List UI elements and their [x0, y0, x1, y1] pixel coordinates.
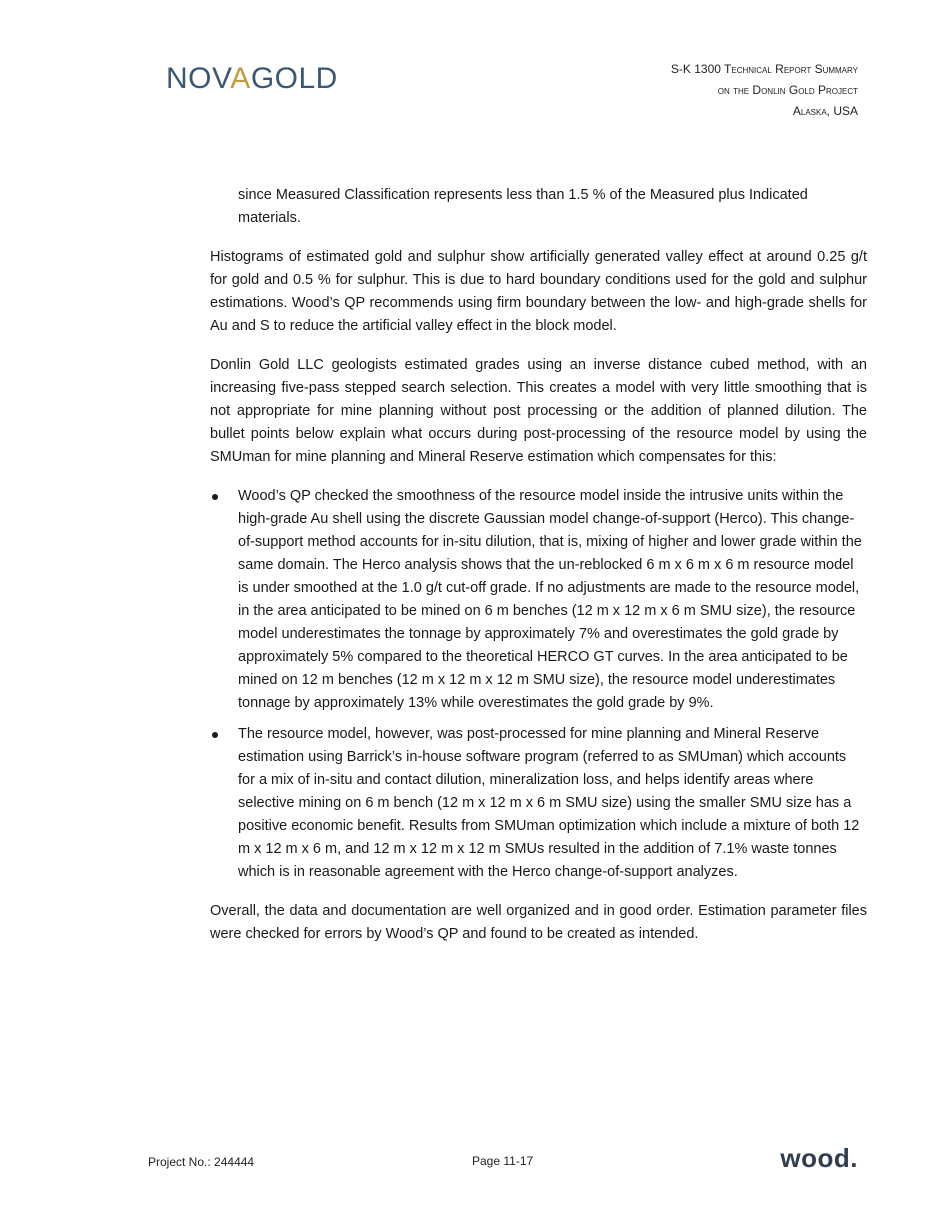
closing-paragraph: Overall, the data and documentation are well organized and in good order. Estimation parameter files were checked for errors by Wood’s QP and found to be created as intended.	[210, 903, 867, 942]
header-line-1: S-K 1300 Technical Report Summary	[670, 62, 858, 76]
bullet-icon	[212, 732, 218, 738]
bullet-icon	[212, 494, 218, 500]
continued-text: since Measured Classification represents less than 1.5 % of the Measured plus Indicated materials.	[238, 187, 808, 226]
paragraph: Donlin Gold LLC geologists estimated grades using an inverse distance cubed method, with an increasing five-pass stepped search selection. This creates a model with very little smoothing that is not appropriate for mine planning without post processing or the addition of planned dilution. The bullet points below explain what occurs during post-processing of the resource model by using the SMUman for mine planning and Mineral Reserve estimation which compensates for this:	[210, 357, 867, 465]
page-number: Page 11-17	[472, 1154, 534, 1168]
document-body	[210, 184, 867, 962]
header-line-2: on the Donlin Gold Project	[717, 83, 858, 97]
project-number: Project No.: 244444	[148, 1155, 255, 1169]
logo-mark: A	[230, 62, 251, 95]
list-item: The resource model, however, was post-processed for mine planning and Mineral Reserve estimation using Barrick’s in-house software program (referred to as SMUman) which accounts for a mix of in-situ and contact dilution, mineralization loss, and helps identify areas where selective mining on 6 m bench (12 m x 12 m x 6 m SMU size) using the smaller SMU size has a positive economic benefit. Results from SMUman optimization which include a mixture of both 12 m x 12 m x 6 m, and 12 m x 12 m x 12 m SMUs resulted in the addition of 7.1% waste tonnes which is in reasonable agreement with the Herco change-of-support analyzes.	[210, 723, 867, 884]
list-item: Wood’s QP checked the smoothness of the resource model inside the intrusive units within the high-grade Au shell using the discrete Gaussian model change-of-support (Herco). This change-of-support method accounts for in-situ dilution, that is, mixing of higher and lower grade within the same domain. The Herco analysis shows that the un-reblocked 6 m x 6 m x 6 m resource model is under smoothed at the 1.0 g/t cut-off grade. If no adjustments are made to the resource model, in the area anticipated to be mined on 6 m benches (12 m x 12 m x 6 m SMU size), the resource model underestimates the tonnage by approximately 7% and overestimates the gold grade by approximately 5% compared to the theoretical HERCO GT curves. In the area anticipated to be mined on 12 m benches (12 m x 12 m x 12 m SMU size), the resource model underestimates tonnage by approximately 13% while overestimates the gold grade by 9%.	[210, 485, 867, 715]
novagold-logo: NOVAGOLD	[166, 62, 338, 95]
wood-logo: wood.	[780, 1143, 858, 1173]
bullet-list	[210, 485, 867, 884]
report-header	[671, 59, 858, 122]
header-line-3: Alaska, USA	[792, 104, 858, 118]
paragraph: Histograms of estimated gold and sulphur show artificially generated valley effect at around 0.25 g/t for gold and 0.5 % for sulphur. This is due to hard boundary conditions used for the gold and sulphur estimations. Wood’s QP recommends using firm boundary between the low- and high-grade shells for Au and S to reduce the artificial valley effect in the block model.	[210, 249, 867, 334]
